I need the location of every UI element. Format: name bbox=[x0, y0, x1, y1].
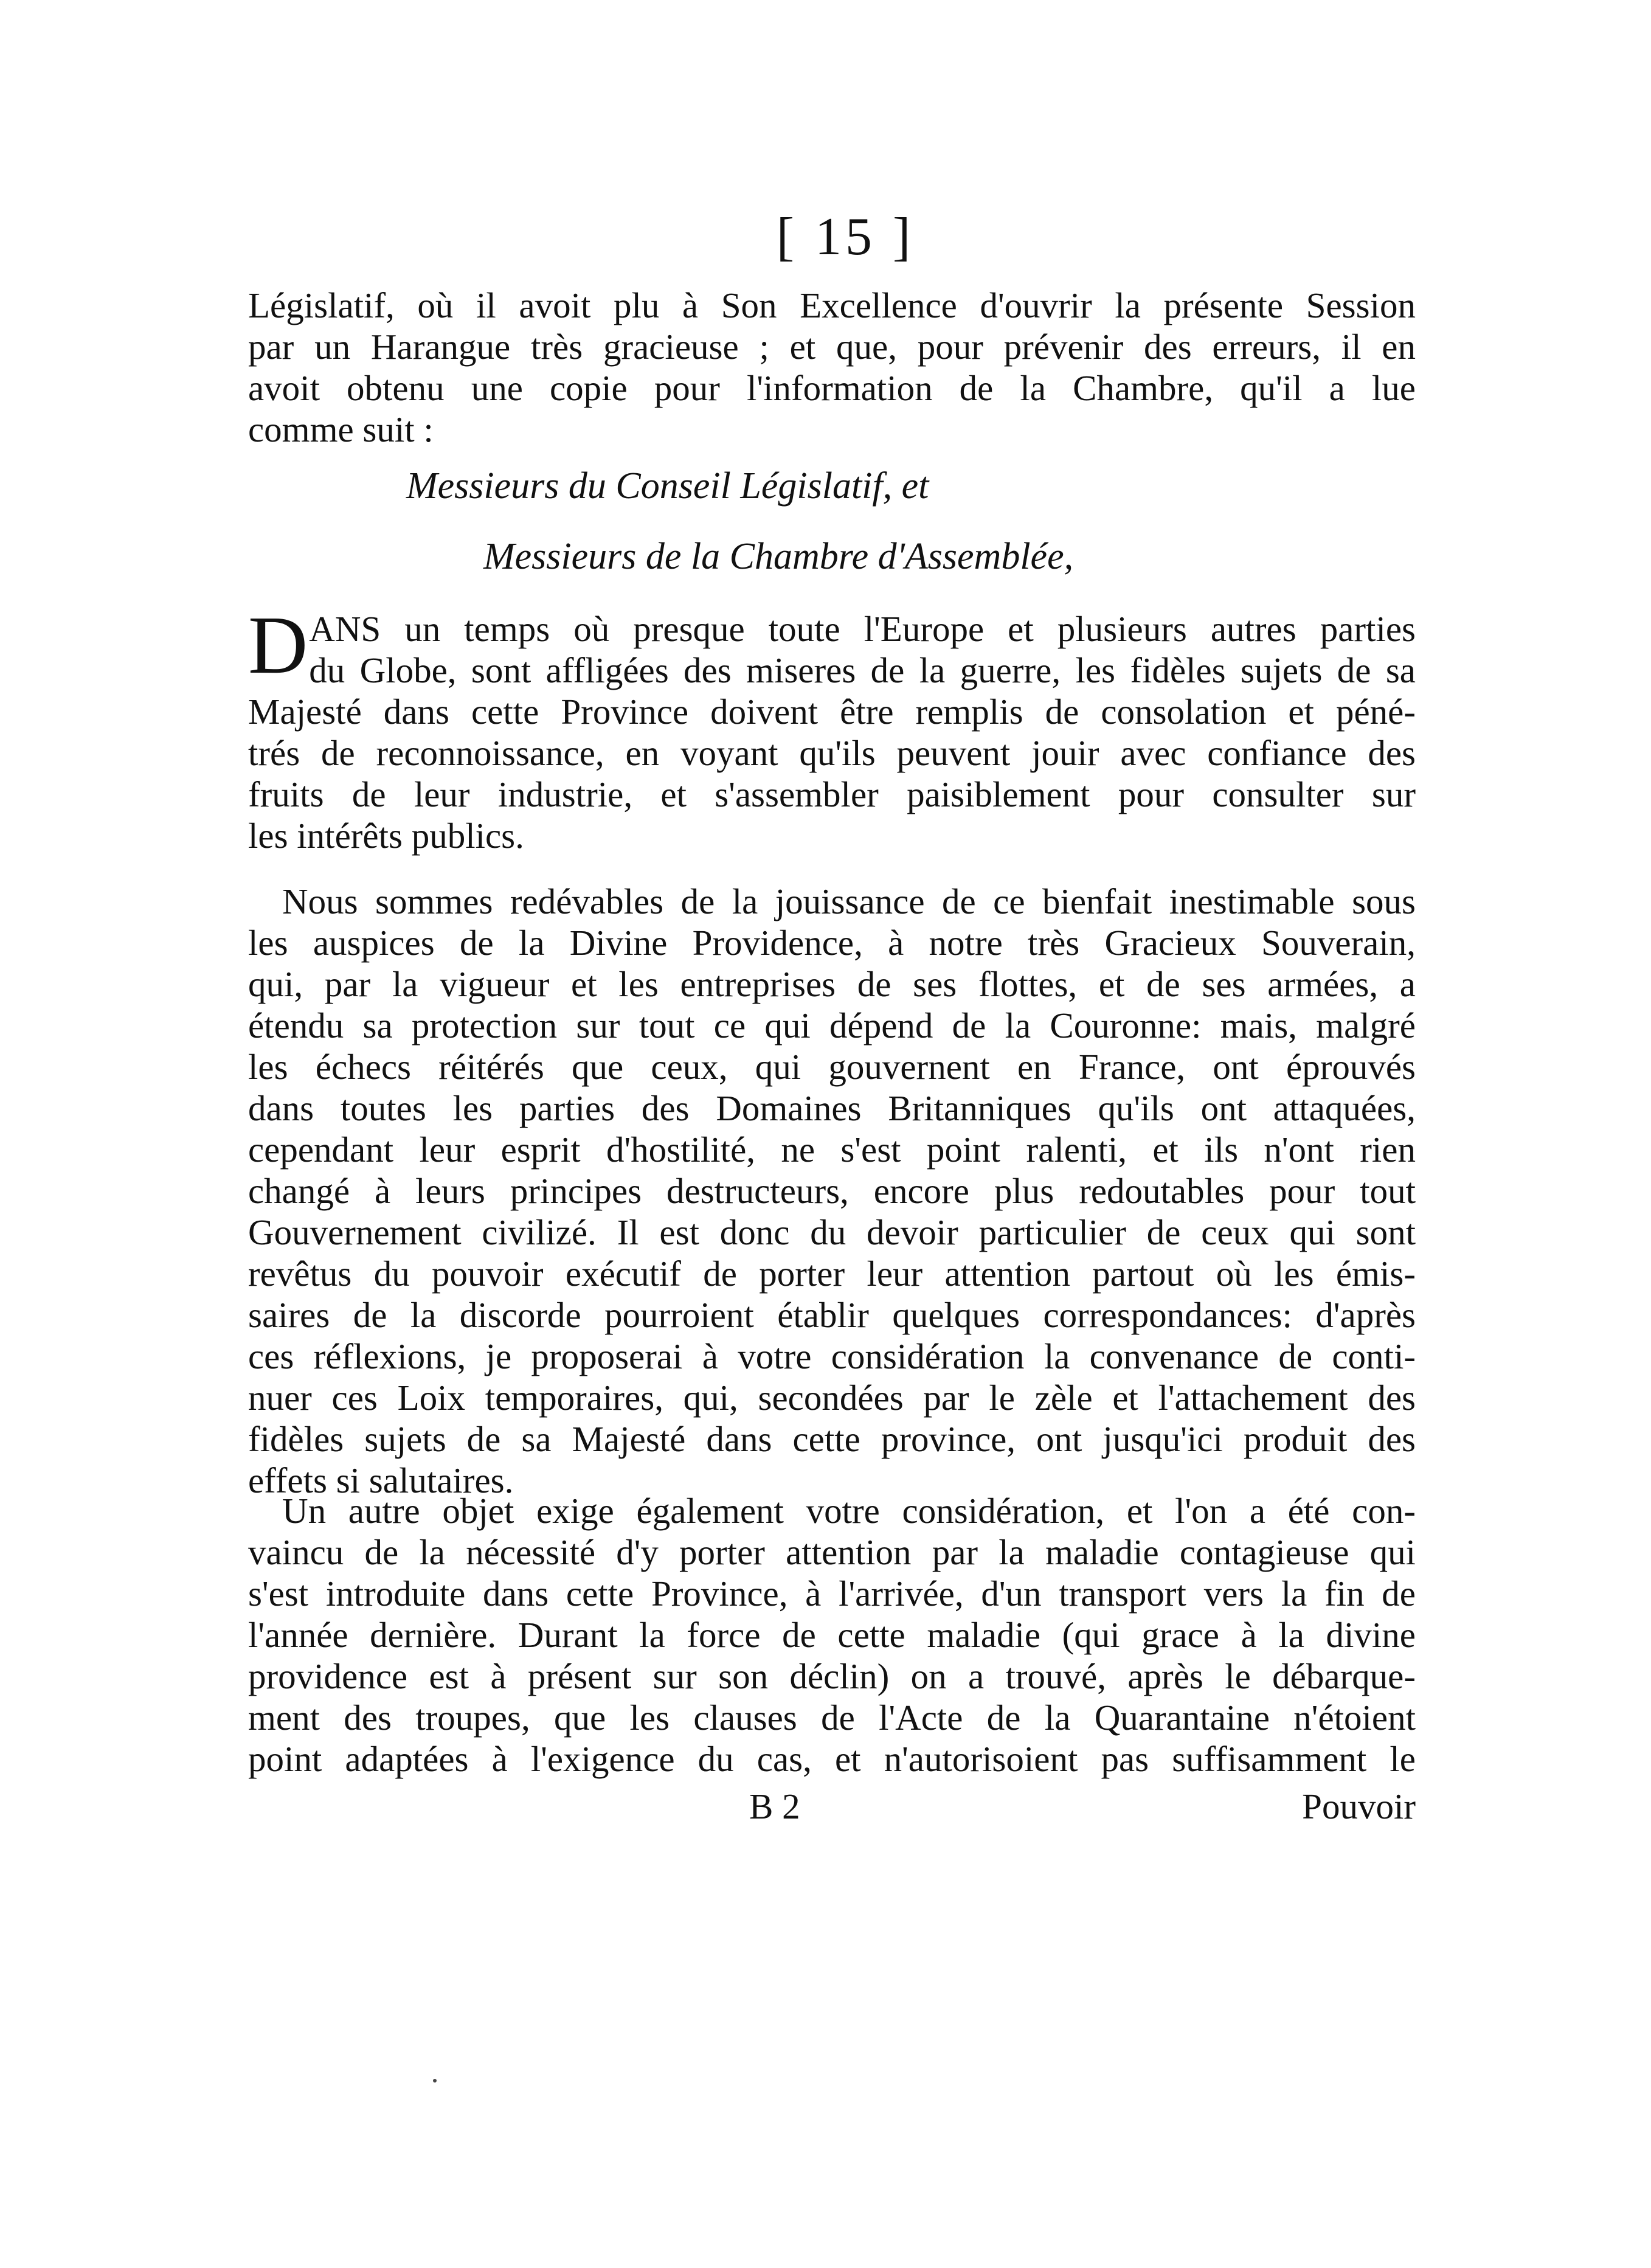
text-line: Législatif, où il avoit plu à Son Excellence d'ouvrir la présente Session bbox=[248, 285, 1416, 325]
paragraph-2 bbox=[248, 881, 1416, 1501]
text-line: fruits de leur industrie, et s'assembler paisiblement pour consulter sur bbox=[248, 774, 1416, 814]
text-line: fidèles sujets de sa Majesté dans cette province, ont jusqu'ici produit des bbox=[248, 1419, 1416, 1459]
text-line: ces réflexions, je proposerai à votre considération la convenance de conti- bbox=[248, 1336, 1416, 1376]
text-line: qui, par la vigueur et les entreprises de ses flottes, et de ses armées, a bbox=[248, 964, 1416, 1004]
text-line: providence est à présent sur son déclin) on a trouvé, après le débarque- bbox=[248, 1656, 1416, 1696]
text-line: point adaptées à l'exigence du cas, et n'autorisoient pas suffisamment le bbox=[248, 1739, 1416, 1779]
page-number-header: [ 15 ] bbox=[776, 207, 915, 266]
text-line: ment des troupes, que les clauses de l'Acte de la Quarantaine n'étoient bbox=[248, 1698, 1416, 1738]
paragraph-1 bbox=[248, 600, 1416, 856]
text-line: effets si salutaires. bbox=[248, 1460, 514, 1500]
catchword: Pouvoir bbox=[1302, 1786, 1416, 1826]
intro-paragraph bbox=[248, 285, 1416, 450]
text-line: étendu sa protection sur tout ce qui dépend de la Couronne: mais, malgré bbox=[248, 1005, 1416, 1046]
address-line-assembly: Messieurs de la Chambre d'Assemblée, bbox=[483, 536, 1074, 577]
address-line-council: Messieurs du Conseil Législatif, et bbox=[406, 465, 929, 507]
signature-mark: B 2 bbox=[749, 1786, 800, 1826]
text-line: Un autre objet exige également votre considération, et l'on a été con- bbox=[282, 1491, 1416, 1531]
text-line: vaincu de la nécessité d'y porter attention par la maladie contagieuse qui bbox=[248, 1532, 1416, 1572]
text-line: cependant leur esprit d'hostilité, ne s'est point ralenti, et ils n'ont rien bbox=[248, 1129, 1416, 1170]
text-line: avoit obtenu une copie pour l'information de la Chambre, qu'il a lue bbox=[248, 368, 1416, 408]
text-line: saires de la discorde pourroient établir quelques correspondances: d'après bbox=[248, 1295, 1416, 1335]
paper-speck bbox=[433, 2079, 437, 2082]
text-line: dans toutes les parties des Domaines Britanniques qu'ils ont attaquées, bbox=[248, 1088, 1416, 1128]
paragraph-3 bbox=[248, 1490, 1416, 1780]
drop-cap: D bbox=[248, 600, 308, 691]
text-line: Majesté dans cette Province doivent être remplis de consolation et péné- bbox=[248, 692, 1416, 732]
text-line: nuer ces Loix temporaires, qui, secondées par le zèle et l'attachement des bbox=[248, 1378, 1416, 1418]
text-line: changé à leurs principes destructeurs, encore plus redoutables pour tout bbox=[248, 1171, 1416, 1211]
text-line: Nous sommes redévables de la jouissance de ce bienfait inestimable sous bbox=[282, 881, 1416, 921]
text-line: les intérêts publics. bbox=[248, 816, 524, 856]
text-line: ANS un temps où presque toute l'Europe et plusieurs autres parties bbox=[309, 609, 1416, 649]
text-line: les auspices de la Divine Providence, à notre très Gracieux Souverain, bbox=[248, 923, 1416, 963]
text-line: s'est introduite dans cette Province, à l'arrivée, d'un transport vers la fin de bbox=[248, 1573, 1416, 1614]
text-line: par un Harangue très gracieuse ; et que, pour prévenir des erreurs, il en bbox=[248, 327, 1416, 367]
text-line: les échecs réitérés que ceux, qui gouvernent en France, ont éprouvés bbox=[248, 1047, 1416, 1087]
text-line: l'année dernière. Durant la force de cette maladie (qui grace à la divine bbox=[248, 1615, 1416, 1655]
text-line: trés de reconnoissance, en voyant qu'ils peuvent jouir avec confiance des bbox=[248, 733, 1416, 773]
text-line: revêtus du pouvoir exécutif de porter leur attention partout où les émis- bbox=[248, 1254, 1416, 1294]
text-line: du Globe, sont affligées des miseres de la guerre, les fidèles sujets de sa bbox=[309, 650, 1416, 690]
text-line: Gouvernement civilizé. Il est donc du devoir particulier de ceux qui sont bbox=[248, 1212, 1416, 1252]
text-line: comme suit : bbox=[248, 409, 434, 449]
